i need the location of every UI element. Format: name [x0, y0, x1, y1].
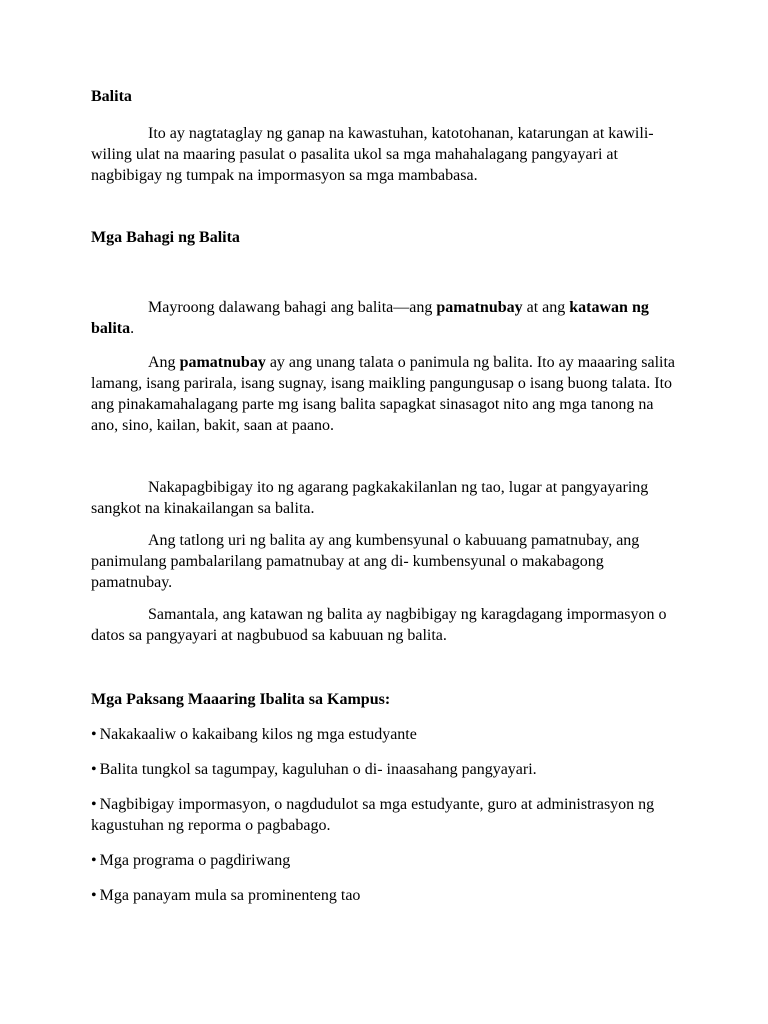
bullet-icon: •: [91, 852, 97, 869]
topic-item-1: [91, 724, 676, 745]
bullet-icon: •: [91, 796, 97, 813]
topic-text-1: Nakakaaliw o kakaibang kilos ng mga estudyante: [99, 726, 417, 743]
bullet-icon: •: [91, 761, 97, 778]
bold-term-katawan-ng-balita: katawan ng balita: [91, 299, 649, 337]
document-title-heading: Balita: [91, 88, 132, 105]
topic-text-2: Balita tungkol sa tagumpay, kaguluhan o di- inaasahang pangyayari.: [99, 761, 537, 778]
topic-item-2: [91, 759, 676, 780]
two-parts-middle: at ang: [522, 299, 570, 316]
two-parts-end: .: [130, 320, 135, 337]
bullet-icon: •: [91, 726, 97, 743]
bold-term-pamatnubay: pamatnubay: [436, 299, 523, 316]
topic-text-3: Nagbibigay impormasyon, o nagdudulot sa mga estudyante, guro at administrasyon ng kagustuhan ng reporma o pagbabago.: [91, 796, 655, 834]
identification-paragraph: Nakapagbibigay ito ng agarang pagkakakilanlan ng tao, lugar at pangyayaring sangkot na kinakailangan sa balita.: [91, 479, 649, 517]
topic-item-3: [91, 794, 676, 836]
pamatnubay-paragraph: [91, 352, 676, 436]
body-paragraph: Samantala, ang katawan ng balita ay nagbibigay ng karagdagang impormasyon o datos sa pangyayari at nagbubuod sa kabuuan ng balita.: [91, 606, 667, 644]
topic-item-4: [91, 850, 676, 871]
topic-item-5: [91, 885, 676, 906]
types-paragraph: Ang tatlong uri ng balita ay ang kumbensyunal o kabuuang pamatnubay, ang panimulang pambalarilang pamatnubay at ang di- kumbensyunal o makabagong pamatnubay.: [91, 532, 640, 591]
bullet-icon: •: [91, 887, 97, 904]
topic-text-5: Mga panayam mula sa prominenteng tao: [99, 887, 361, 904]
bold-term-pamatnubay-2: pamatnubay: [179, 354, 266, 371]
pamatnubay-rest: ay ang unang talata o panimula ng balita. Ito ay maaaring salita lamang, isang parirala, isang sugnay, isang maikling pangungusap o isang buong talata. Ito ang pinakamahalagang parte mg isang balita sapagkat sinasagot nito ang mga tanong na ano, sino, kailan, bakit, saan at paano.: [91, 354, 675, 434]
two-parts-sentence: [91, 297, 676, 339]
intro-paragraph: Ito ay nagtataglay ng ganap na kawastuhan, katotohanan, katarungan at kawili- wiling ulat na maaring pasulat o pasalita ukol sa mga mahahalagang pangyayari at nagbibigay ng tumpak na impormasyon sa mga mambabasa.: [91, 125, 654, 184]
parts-section-heading: Mga Bahagi ng Balita: [91, 229, 240, 246]
topic-text-4: Mga programa o pagdiriwang: [99, 852, 291, 869]
pamatnubay-lead: Ang: [148, 354, 180, 371]
two-parts-lead: Mayroong dalawang bahagi ang balita—ang: [148, 299, 437, 316]
topics-heading: Mga Paksang Maaaring Ibalita sa Kampus:: [91, 691, 391, 708]
